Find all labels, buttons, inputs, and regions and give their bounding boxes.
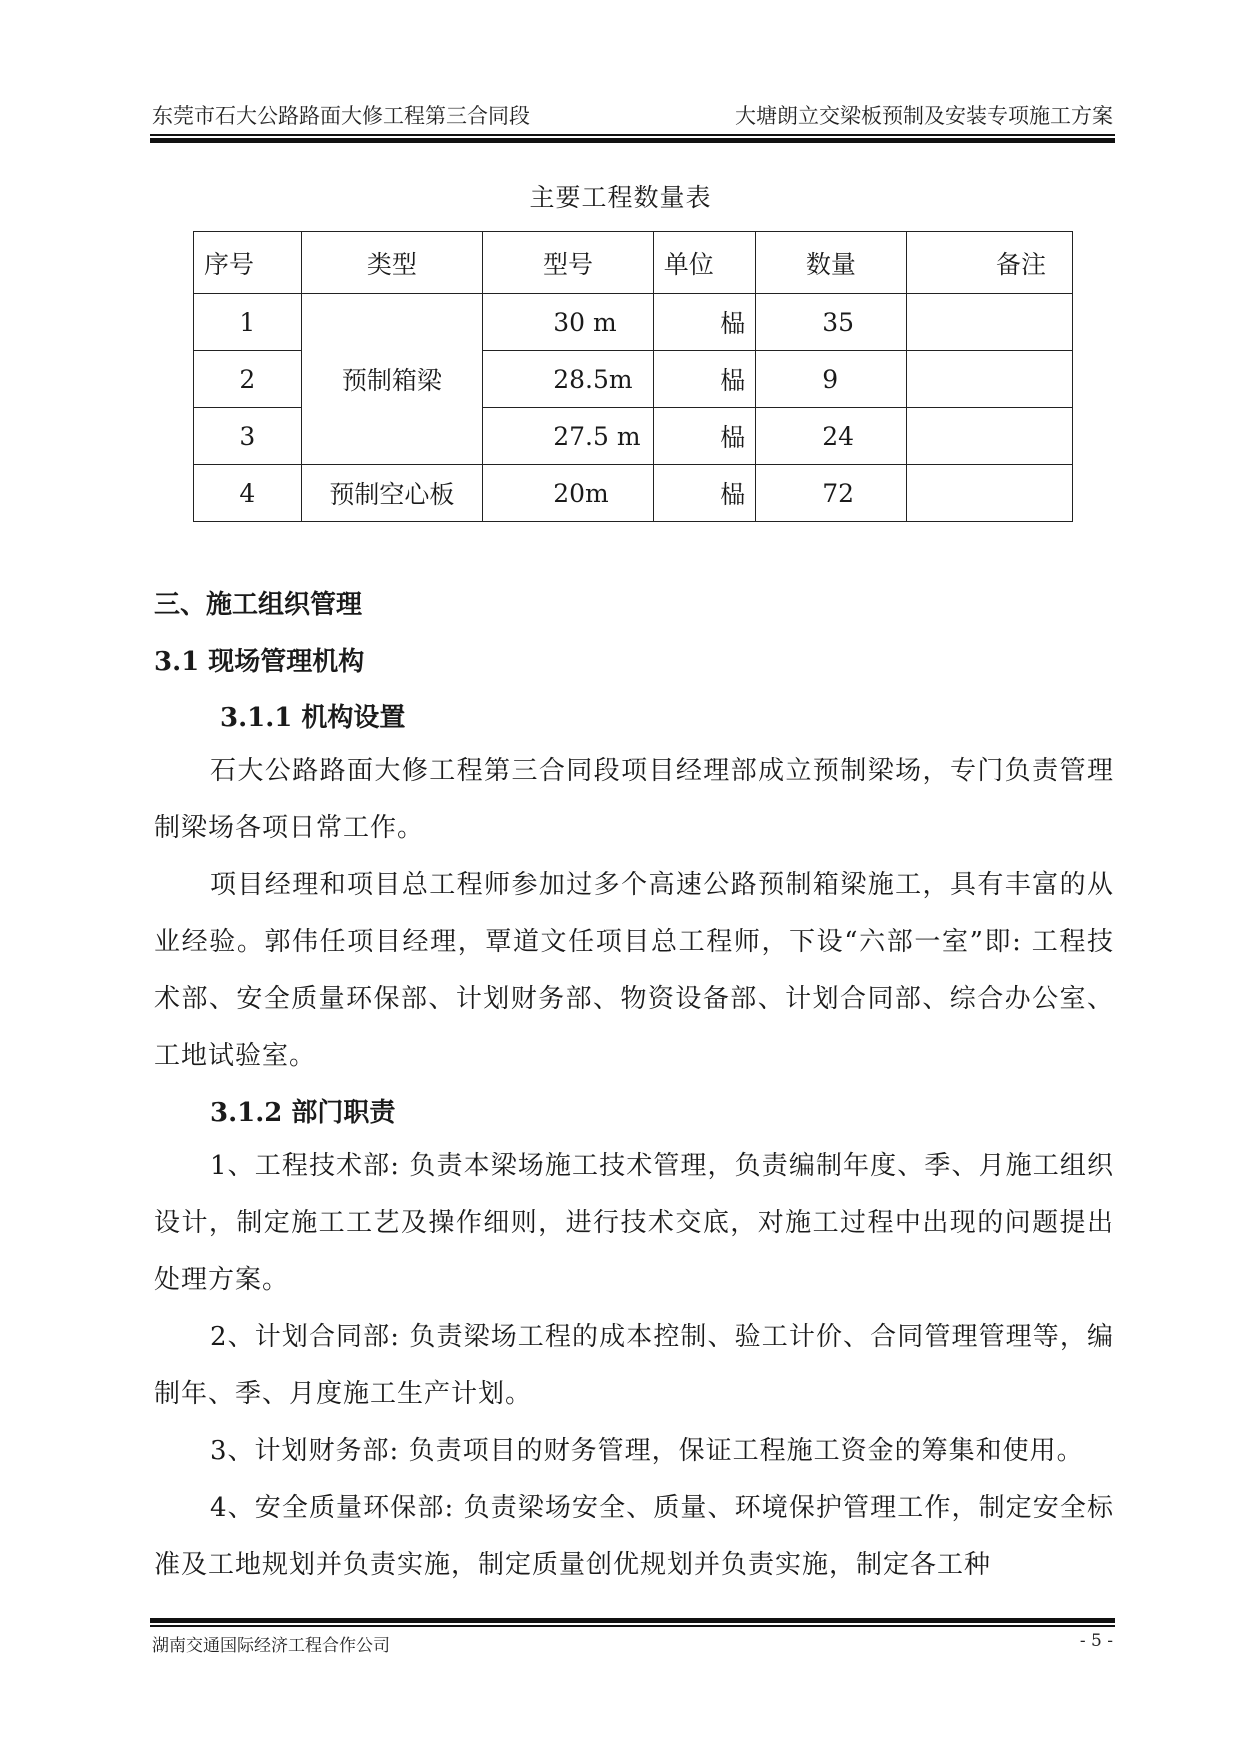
subsubsection-heading-duties: 3.1.2 部门职责 bbox=[210, 1098, 396, 1128]
cell-type: 预制空心板 bbox=[301, 465, 483, 522]
cell-no: 1 bbox=[194, 294, 302, 351]
cell-note bbox=[906, 465, 1073, 522]
col-header-model: 型号 bbox=[483, 232, 654, 294]
paragraph-duty-finance: 3、计划财务部: 负责项目的财务管理，保证工程施工资金的筹集和使用。 bbox=[210, 1436, 1084, 1466]
quantity-table bbox=[193, 231, 1073, 522]
header-rule-thick bbox=[150, 138, 1115, 143]
col-header-note: 备注 bbox=[906, 232, 1073, 294]
page-footer bbox=[152, 1631, 1113, 1656]
col-header-type: 类型 bbox=[301, 232, 483, 294]
cell-unit: 榀 bbox=[653, 408, 756, 465]
table-header-row bbox=[194, 232, 1073, 294]
header-rule-thin bbox=[150, 134, 1115, 136]
cell-type-merged: 预制箱梁 bbox=[301, 294, 483, 465]
subsubsection-heading-setup: 3.1.1 机构设置 bbox=[220, 703, 406, 733]
footer-rule-thin bbox=[150, 1625, 1115, 1627]
cell-qty: 35 bbox=[756, 294, 906, 351]
paragraph-setup-intro: 石大公路路面大修工程第三合同段项目经理部成立预制梁场，专门负责管理制梁场各项日常工作。 bbox=[154, 756, 1114, 843]
cell-no: 3 bbox=[194, 408, 302, 465]
cell-qty: 24 bbox=[756, 408, 906, 465]
cell-note bbox=[906, 294, 1073, 351]
cell-unit: 榀 bbox=[653, 351, 756, 408]
footer-company: 湖南交通国际经济工程合作公司 bbox=[152, 1636, 390, 1656]
header-document-title: 大塘朗立交梁板预制及安装专项施工方案 bbox=[735, 104, 1113, 128]
subsection-heading: 3.1 现场管理机构 bbox=[154, 647, 365, 677]
cell-no: 4 bbox=[194, 465, 302, 522]
table-row bbox=[194, 294, 1073, 351]
cell-model: 30 m bbox=[483, 294, 654, 351]
table-title: 主要工程数量表 bbox=[529, 183, 712, 212]
paragraph-duty-engineering: 1、工程技术部: 负责本梁场施工技术管理，负责编制年度、季、月施工组织设计，制定施工工艺及操作细则，进行技术交底，对施工过程中出现的问题提出处理方案。 bbox=[154, 1151, 1114, 1295]
cell-qty: 72 bbox=[756, 465, 906, 522]
cell-model: 27.5 m bbox=[483, 408, 654, 465]
col-header-unit: 单位 bbox=[653, 232, 756, 294]
cell-qty: 9 bbox=[756, 351, 906, 408]
paragraph-management-staff: 项目经理和项目总工程师参加过多个高速公路预制箱梁施工，具有丰富的从业经验。郭伟任项目经理，覃道文任项目总工程师，下设“六部一室”即: 工程技术部、安全质量环保部、计划财务部、物资设备部、计划合同部、综合办公室、工地试验室。 bbox=[154, 870, 1114, 1071]
cell-model: 28.5m bbox=[483, 351, 654, 408]
cell-unit: 榀 bbox=[653, 294, 756, 351]
paragraph-duty-contracts: 2、计划合同部: 负责梁场工程的成本控制、验工计价、合同管理管理等，编制年、季、月度施工生产计划。 bbox=[154, 1322, 1114, 1409]
cell-note bbox=[906, 408, 1073, 465]
col-header-qty: 数量 bbox=[756, 232, 906, 294]
header-project-name: 东莞市石大公路路面大修工程第三合同段 bbox=[152, 104, 530, 128]
cell-model: 20m bbox=[483, 465, 654, 522]
col-header-no: 序号 bbox=[194, 232, 302, 294]
cell-note bbox=[906, 351, 1073, 408]
section-heading: 三、施工组织管理 bbox=[154, 590, 363, 620]
cell-unit: 榀 bbox=[653, 465, 756, 522]
page-header bbox=[152, 100, 1113, 130]
footer-rule-thick bbox=[150, 1618, 1115, 1623]
table-row bbox=[194, 465, 1073, 522]
cell-no: 2 bbox=[194, 351, 302, 408]
page-number: - 5 - bbox=[1079, 1631, 1113, 1651]
paragraph-duty-safety: 4、安全质量环保部: 负责梁场安全、质量、环境保护管理工作，制定安全标准及工地规划并负责实施，制定质量创优规划并负责实施，制定各工种 bbox=[154, 1493, 1114, 1580]
